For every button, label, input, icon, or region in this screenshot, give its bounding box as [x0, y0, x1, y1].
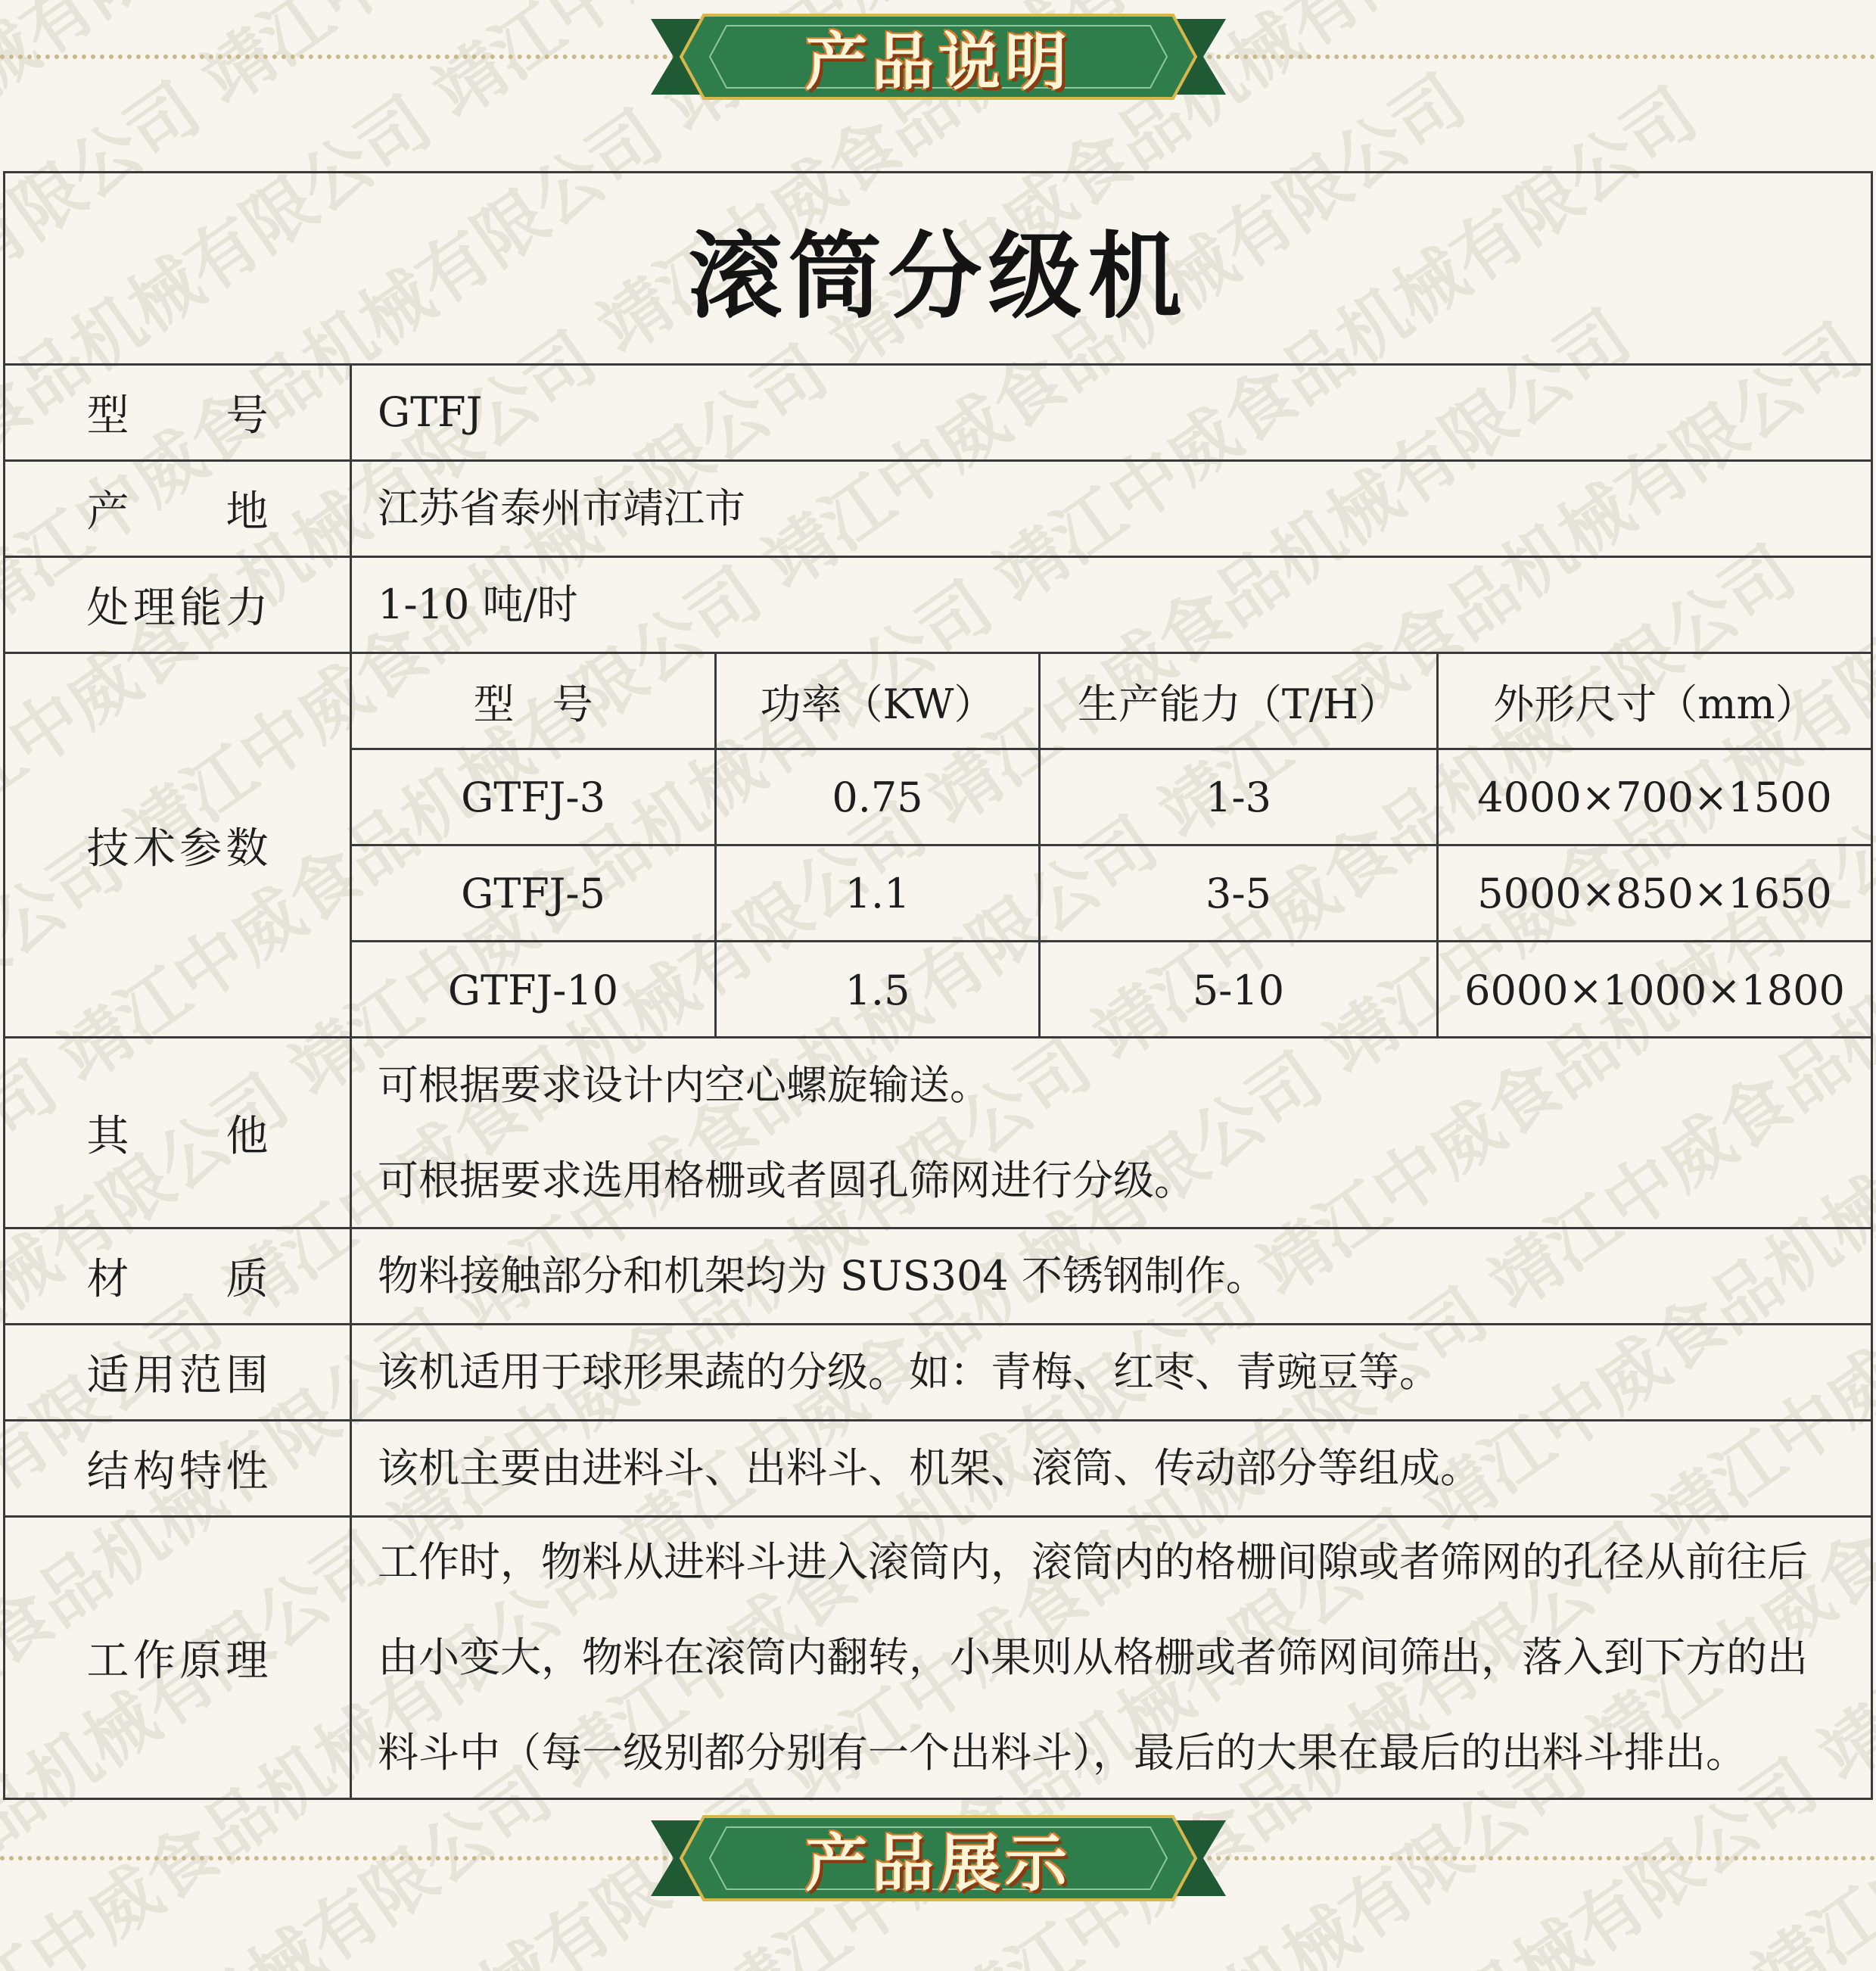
label-capacity: 处理能力 [87, 574, 269, 635]
watermark-text: 靖江中威食品机械有限公司 靖江中威食品机械有限公司 [0, 0, 1314, 1356]
watermark-text: 靖江中威食品机械有限公司 靖江中威食品机械有限公司 靖江中威食品机械有限公司 [0, 308, 1876, 1841]
header-power: 功率（KW） [717, 654, 1041, 748]
label-principle: 工作原理 [87, 1627, 269, 1688]
cell-dimensions: 4000×700×1500 [1439, 750, 1871, 844]
value-principle-line: 由小变大，物料在滚筒内翻转，小果则从格栅或者筛网间筛出，落入到下方的出 [378, 1610, 1871, 1705]
value-principle-line: 料斗中（每一级别都分别有一个出料斗），最后的大果在最后的出料斗排出。 [378, 1705, 1871, 1801]
watermark-text: 靖江中威食品机械有限公司 靖江中威食品机械有限公司 [0, 1001, 1876, 1971]
cell-power: 0.75 [717, 750, 1041, 844]
value-other-line: 可根据要求选用格栅或者圆孔筛网进行分级。 [378, 1133, 1871, 1228]
header-model-text: 型号 [436, 672, 631, 730]
label-scope: 适用范围 [87, 1342, 269, 1403]
watermark-text: 靖江中威食品机械有限公司 靖江中威食品机械有限公司 靖江中威食品机械有限公司 [0, 73, 1711, 1605]
cell-model: GTFJ-3 [352, 750, 717, 844]
watermark-text: 靖江中威食品机械有限公司 靖江中威食品机械有限公司 靖江中威食品机械有限公司 [0, 0, 1546, 1370]
watermark-text: 靖江中威食品机械有限公司 [0, 0, 1150, 1121]
watermark-text: 靖江中威食品机械有限公司 靖江中威食品机械有限公司 [0, 766, 1876, 1971]
watermark-text: 靖江中威食品机械有限公司 [0, 0, 919, 1107]
cell-power: 1.5 [717, 942, 1041, 1038]
watermark-text: 靖江中威食品机械有限公司 [0, 0, 1381, 1135]
value-material: 物料接触部分和机架均为 SUS304 不锈钢制作。 [378, 1228, 1871, 1324]
label-other: 其 他 [87, 1103, 269, 1163]
watermark-text: 靖江中威食品机械有限公司 [0, 0, 985, 885]
value-other-line: 可根据要求设计内空心螺旋输送。 [378, 1038, 1871, 1133]
cell-output: 3-5 [1041, 846, 1439, 940]
watermark-text: 靖江中威食品机械有限公司 靖江中威食品机械有限公司 靖江中威食品机械有限公司 [0, 295, 1644, 1828]
cell-power: 1.1 [717, 846, 1041, 940]
value-structure: 该机主要由进料斗、出料斗、机架、滚筒、传动部分等组成。 [378, 1421, 1871, 1516]
watermark-text: 靖江中威食品机械有限公司 靖江中威食品机械有限公司 靖江中威食品机械有限公司 [0, 59, 1479, 1592]
value-principle-line: 工作时，物料从进料斗进入滚筒内，滚筒内的格栅间隙或者筛网的孔径从前往后 [378, 1515, 1871, 1610]
cell-output: 1-3 [1041, 750, 1439, 844]
label-material: 材 质 [87, 1246, 269, 1306]
banner-top-title: 产品说明 [651, 8, 1226, 106]
cell-dimensions: 6000×1000×1800 [1439, 942, 1871, 1038]
value-capacity: 1-10 吨/时 [378, 557, 1871, 652]
watermark-text: 靖江中威食品机械有限公司 [0, 0, 754, 871]
cell-model: GTFJ-10 [352, 942, 717, 1038]
header-dimensions: 外形尺寸（mm） [1439, 654, 1871, 748]
label-origin: 产 地 [87, 478, 269, 539]
value-model: GTFJ [378, 365, 1871, 460]
watermark-text: 靖江中威食品机械有限公司 靖江中威食品机械有限公司 [66, 780, 1876, 1971]
label-structure: 结构特性 [87, 1438, 269, 1499]
watermark-text: 靖江中威食品机械有限公司 靖江中威食品机械有限公司 靖江中威食品机械有限公司 [0, 544, 1876, 1971]
watermark-text: 靖江中威食品机械有限公司 靖江中威食品机械有限公司 [231, 1015, 1876, 1971]
cell-dimensions: 5000×850×1650 [1439, 846, 1871, 940]
watermark-text: 靖江中威食品机械有限公司 靖江中威食品机械有限公司 靖江中威食品机械有限公司 [0, 531, 1809, 1971]
cell-model: GTFJ-5 [352, 846, 717, 940]
header-output: 生产能力（T/H） [1041, 654, 1439, 748]
value-scope: 该机适用于球形果蔬的分级。如：青梅、红枣、青豌豆等。 [378, 1325, 1871, 1420]
label-model: 型 号 [87, 382, 269, 443]
label-tech: 技术参数 [87, 815, 269, 876]
value-origin: 江苏省泰州市靖江市 [378, 461, 1871, 556]
page-title: 滚筒分级机 [688, 201, 1187, 336]
banner-bottom-title: 产品展示 [651, 1809, 1226, 1907]
cell-output: 5-10 [1041, 942, 1439, 1038]
